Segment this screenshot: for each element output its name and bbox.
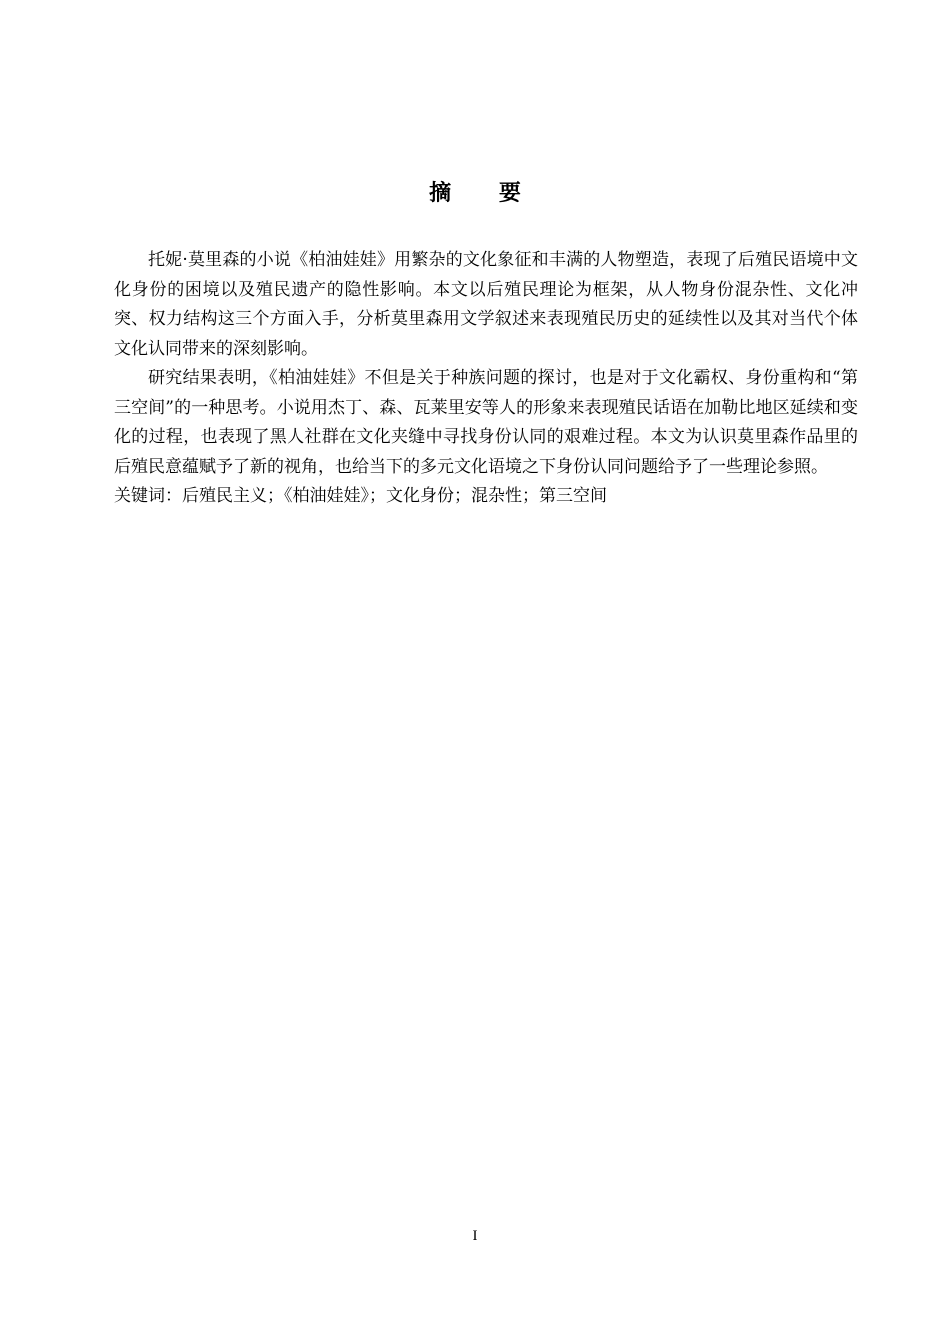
abstract-title: 摘 要 bbox=[429, 181, 541, 206]
keywords-label: 关键词： bbox=[114, 486, 182, 506]
keywords-line bbox=[114, 482, 858, 512]
page-number: I bbox=[472, 1228, 478, 1244]
keywords-text: 后殖民主义；《柏油娃娃》；文化身份；混杂性；第三空间 bbox=[182, 486, 607, 506]
abstract-paragraph-2: 研究结果表明，《柏油娃娃》不但是关于种族问题的探讨，也是对于文化霸权、身份重构和“第三空间”的一种思考。小说用杰丁、森、瓦莱里安等人的形象来表现殖民话语在加勒比地区延续和变化的过程，也表现了黑人社群在文化夹缝中寻找身份认同的艰难过程。本文为认识莫里森作品里的后殖民意蕴赋予了新的视角，也给当下的多元文化语境之下身份认同问题给予了一些理论参照。 bbox=[114, 368, 858, 477]
abstract-body bbox=[114, 246, 858, 512]
abstract-paragraph-1: 托妮·莫里森的小说《柏油娃娃》用繁杂的文化象征和丰满的人物塑造，表现了后殖民语境中文化身份的困境以及殖民遗产的隐性影响。本文以后殖民理论为框架，从人物身份混杂性、文化冲突、权力结构这三个方面入手，分析莫里森用文学叙述来表现殖民历史的延续性以及其对当代个体文化认同带来的深刻影响。 bbox=[114, 250, 858, 359]
